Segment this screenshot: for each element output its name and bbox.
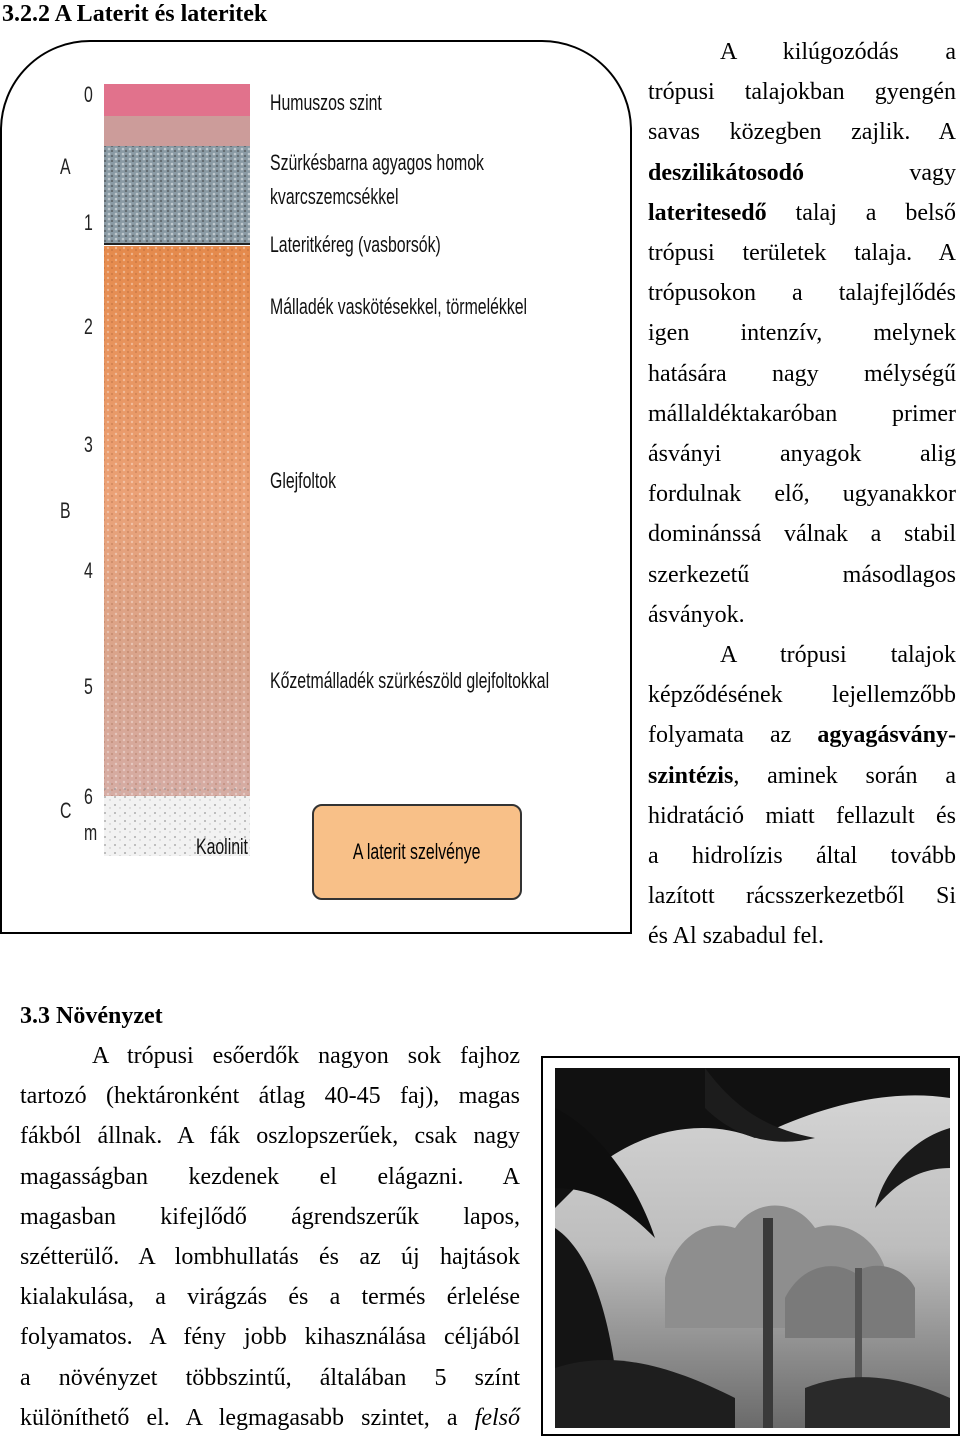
text-line: mállaldéktakaróban primer <box>648 400 956 427</box>
term-agyagasvany: agyagásvány- <box>817 722 956 749</box>
depth-tick-5: 5 <box>84 674 93 699</box>
text-line: hatására nagy mélységű <box>648 360 956 387</box>
depth-tick-6: 6 <box>84 784 93 809</box>
section-heading-novenyzet: 3.3 Növényzet <box>20 1003 163 1029</box>
section-heading-laterit: 3.2.2 A Laterit és lateritek <box>2 1 268 27</box>
label-gley: Glejfoltok <box>270 468 337 493</box>
text-line: lateritesedő talaj a belső <box>648 199 957 226</box>
term-felso: felső <box>474 1404 520 1431</box>
figure-title-box <box>312 804 522 900</box>
label-weathered: Málladék vaskötésekkel, törmelékkel <box>270 294 528 319</box>
text-line: a növényzet többszintű, általában 5 színt <box>20 1364 520 1391</box>
depth-tick-0: 0 <box>84 82 93 107</box>
label-gray-sand-1: Szürkésbarna agyagos homok <box>270 150 484 175</box>
text-line: képződésének lejellemzőbb <box>648 682 956 709</box>
depth-unit: m <box>84 820 98 845</box>
text-line: fákból állnak. A fák oszlopszerűek, csak nagy <box>20 1123 520 1150</box>
text-line: igen intenzív, melynek <box>648 320 956 347</box>
depth-tick-1: 1 <box>84 210 93 235</box>
soil-profile-figure <box>0 40 632 934</box>
term-deszilikatosodo: deszilikátosodó <box>648 159 805 186</box>
term-szintezis: szintézis <box>648 762 734 789</box>
depth-tick-2: 2 <box>84 314 93 339</box>
text-line: szerkezetű másodlagos <box>648 561 956 588</box>
text-line: folyamatos. A fény jobb kihasználása céljából <box>20 1324 520 1351</box>
text-line: ásványi anyagok alig <box>648 441 956 468</box>
label-laterite-crust: Lateritkéreg (vasborsók) <box>270 232 441 257</box>
text-line: különíthető el. A legmagasabb szintet, a felső <box>20 1404 520 1431</box>
layer-humus <box>104 84 250 116</box>
horizon-a: A <box>60 154 71 179</box>
term-lateritesedo: lateritesedő <box>648 199 767 226</box>
text-line: szintézis, aminek során a <box>648 762 956 789</box>
laterit-paragraph <box>648 32 956 957</box>
rainforest-photo <box>541 1056 960 1436</box>
text-line: kialakulása, a virágzás és a termés érlelése <box>20 1284 520 1311</box>
text-line: szétterülő. A lombhullatás és az új hajtások <box>20 1244 520 1271</box>
figure-title: A laterit szelvénye <box>353 839 481 864</box>
horizon-c: C <box>60 798 72 823</box>
text-line: tartozó (hektáronként átlag 40-45 faj), magas <box>20 1083 520 1110</box>
text-line: fordulnak elő, ugyanakkor <box>648 481 956 508</box>
rainforest-image <box>555 1068 950 1428</box>
layer-transition <box>104 116 250 146</box>
text-line: trópusi talajokban gyengén <box>648 79 956 106</box>
novenyzet-paragraph <box>20 1036 520 1438</box>
text-line: magasban kifejlődő ágrendszerűk lapos, <box>20 1203 520 1230</box>
text-line: magasságban kezdenek el elágazni. A <box>20 1163 520 1190</box>
depth-tick-3: 3 <box>84 432 93 457</box>
text-line: ásványok. <box>648 601 745 628</box>
label-kaolinite: Kaolinit <box>196 834 248 859</box>
text-line: hidratáció miatt fellazult és <box>648 802 956 829</box>
text-line: A kilúgozódás a <box>720 39 956 65</box>
text-line: folyamata az agyagásvány- <box>648 722 956 749</box>
text-line: és Al szabadul fel. <box>648 923 824 950</box>
label-gray-sand-2: kvarcszemcsékkel <box>270 184 399 209</box>
label-rock-weathered: Kőzetmálladék szürkészöld glejfoltokkal <box>270 668 550 693</box>
text-line: dominánssá válnak a stabil <box>648 521 956 548</box>
depth-tick-4: 4 <box>84 558 93 583</box>
text-line: trópusokon a talajfejlődés <box>648 280 956 307</box>
horizon-b: B <box>60 498 71 523</box>
label-humus: Humuszos szint <box>270 90 382 115</box>
text-line: A trópusi talajok <box>720 642 956 669</box>
text-line: savas közegben zajlik. A <box>648 119 956 146</box>
text-line: lazított rácsszerkezetből Si <box>648 883 956 910</box>
text-line: trópusi területek talaja. A <box>648 240 956 267</box>
text-line: deszilikátosodó vagy <box>648 159 956 186</box>
text-line: a hidrolízis által tovább <box>648 843 956 870</box>
text-line: A trópusi esőerdők nagyon sok fajhoz <box>92 1043 520 1069</box>
